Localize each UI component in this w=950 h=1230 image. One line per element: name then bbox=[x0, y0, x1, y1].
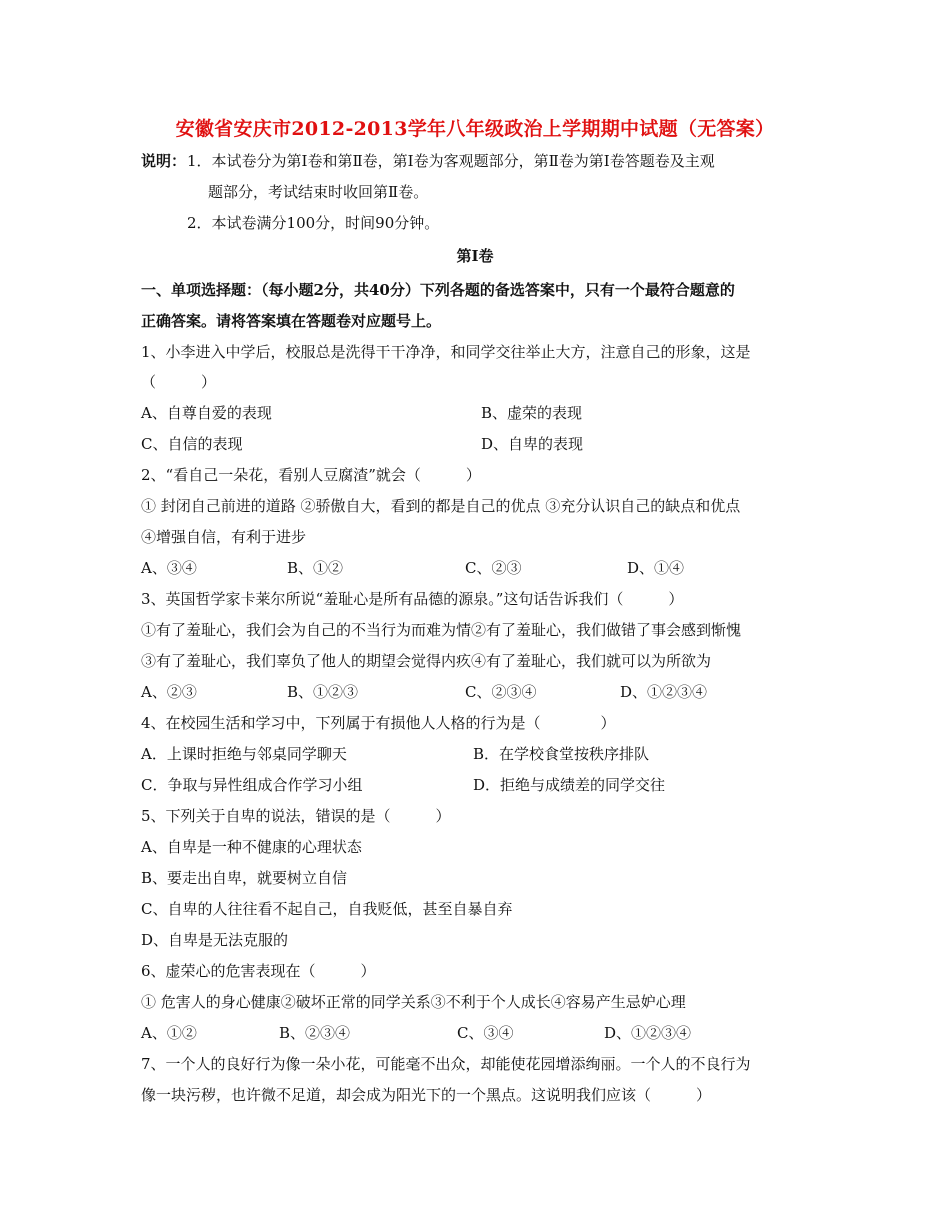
q2-items-line1: ① 封闭自己前进的道路 ②骄傲自大，看到的都是自己的优点 ③充分认识自己的缺点和优点 bbox=[141, 497, 741, 515]
q6-option-b: B、②③④ bbox=[279, 1024, 351, 1042]
instructions-label: 说明： bbox=[141, 152, 187, 170]
q4-option-c: C．争取与异性组成合作学习小组 bbox=[141, 776, 363, 794]
q1-option-a: A、自尊自爱的表现 bbox=[141, 404, 272, 422]
q2-option-d: D、①④ bbox=[627, 559, 685, 577]
q3-option-a: A、②③ bbox=[141, 683, 197, 701]
q6-option-d: D、①②③④ bbox=[604, 1024, 692, 1042]
q6-items: ① 危害人的身心健康②破坏正常的同学关系③不利于个人成长④容易产生忌妒心理 bbox=[141, 993, 686, 1011]
q5-stem: 5、下列关于自卑的说法，错误的是（ ） bbox=[141, 807, 451, 825]
q6-option-c: C、③④ bbox=[457, 1024, 514, 1042]
q5-option-b: B、要走出自卑，就要树立自信 bbox=[141, 869, 348, 887]
q1-option-b: B、虚荣的表现 bbox=[481, 404, 583, 422]
q1-option-c: C、自信的表现 bbox=[141, 435, 243, 453]
instruction-item-1-line1: 1．本试卷分为第Ⅰ卷和第Ⅱ卷，第Ⅰ卷为客观题部分，第Ⅱ卷为第Ⅰ卷答题卷及主观 bbox=[187, 152, 715, 170]
q2-option-b: B、①② bbox=[287, 559, 344, 577]
section-heading: 第Ⅰ卷 bbox=[456, 247, 494, 265]
q3-option-c: C、②③④ bbox=[465, 683, 537, 701]
instruction-item-1-line2: 题部分，考试结束时收回第Ⅱ卷。 bbox=[208, 183, 429, 201]
q1-stem-line2: （ ） bbox=[141, 373, 217, 391]
instruction-item-2: 2．本试卷满分100分，时间90分钟。 bbox=[187, 214, 440, 232]
q5-option-a: A、自卑是一种不健康的心理状态 bbox=[141, 838, 362, 856]
q5-option-c: C、自卑的人往往看不起自己，自我贬低，甚至自暴自弃 bbox=[141, 900, 513, 918]
q4-option-d: D．拒绝与成绩差的同学交往 bbox=[473, 776, 666, 794]
q2-option-a: A、③④ bbox=[141, 559, 197, 577]
q6-stem: 6、虚荣心的危害表现在（ ） bbox=[141, 962, 376, 980]
q3-stem: 3、英国哲学家卡莱尔所说“羞耻心是所有品德的源泉。”这句话告诉我们（ ） bbox=[141, 590, 684, 608]
q4-option-a: A．上课时拒绝与邻桌同学聊天 bbox=[141, 745, 347, 763]
q7-stem-line2: 像一块污秽，也许微不足道，却会成为阳光下的一个黑点。这说明我们应该（ ） bbox=[141, 1086, 712, 1104]
q2-stem: 2、“看自己一朵花，看别人豆腐渣”就会（ ） bbox=[141, 466, 481, 484]
q4-option-b: B．在学校食堂按秩序排队 bbox=[473, 745, 650, 763]
q7-stem-line1: 7、一个人的良好行为像一朵小花，可能毫不出众，却能使花园增添绚丽。一个人的不良行为 bbox=[141, 1055, 751, 1073]
q1-stem-line1: 1、小李进入中学后，校服总是洗得干干净净，和同学交往举止大方，注意自己的形象，这是 bbox=[141, 343, 751, 361]
q5-option-d: D、自卑是无法克服的 bbox=[141, 931, 289, 949]
q3-items-line2: ③有了羞耻心，我们辜负了他人的期望会觉得内疚④有了羞耻心，我们就可以为所欲为 bbox=[141, 652, 712, 670]
part1-heading-line1: 一、单项选择题：（每小题2分，共40分）下列各题的备选答案中，只有一个最符合题意的 bbox=[141, 281, 735, 299]
q6-option-a: A、①② bbox=[141, 1024, 197, 1042]
q3-option-b: B、①②③ bbox=[287, 683, 359, 701]
q2-option-c: C、②③ bbox=[465, 559, 522, 577]
q1-option-d: D、自卑的表现 bbox=[481, 435, 584, 453]
q3-items-line1: ①有了羞耻心，我们会为自己的不当行为而难为情②有了羞耻心，我们做错了事会感到惭愧 bbox=[141, 621, 742, 639]
q2-items-line2: ④增强自信，有利于进步 bbox=[141, 528, 307, 546]
part1-heading-line2: 正确答案。请将答案填在答题卷对应题号上。 bbox=[141, 312, 442, 330]
q4-stem: 4、在校园生活和学习中，下列属于有损他人人格的行为是（ ） bbox=[141, 714, 616, 732]
q3-option-d: D、①②③④ bbox=[620, 683, 708, 701]
document-title: 安徽省安庆市2012-2013学年八年级政治上学期期中试题（无答案） bbox=[175, 118, 775, 140]
